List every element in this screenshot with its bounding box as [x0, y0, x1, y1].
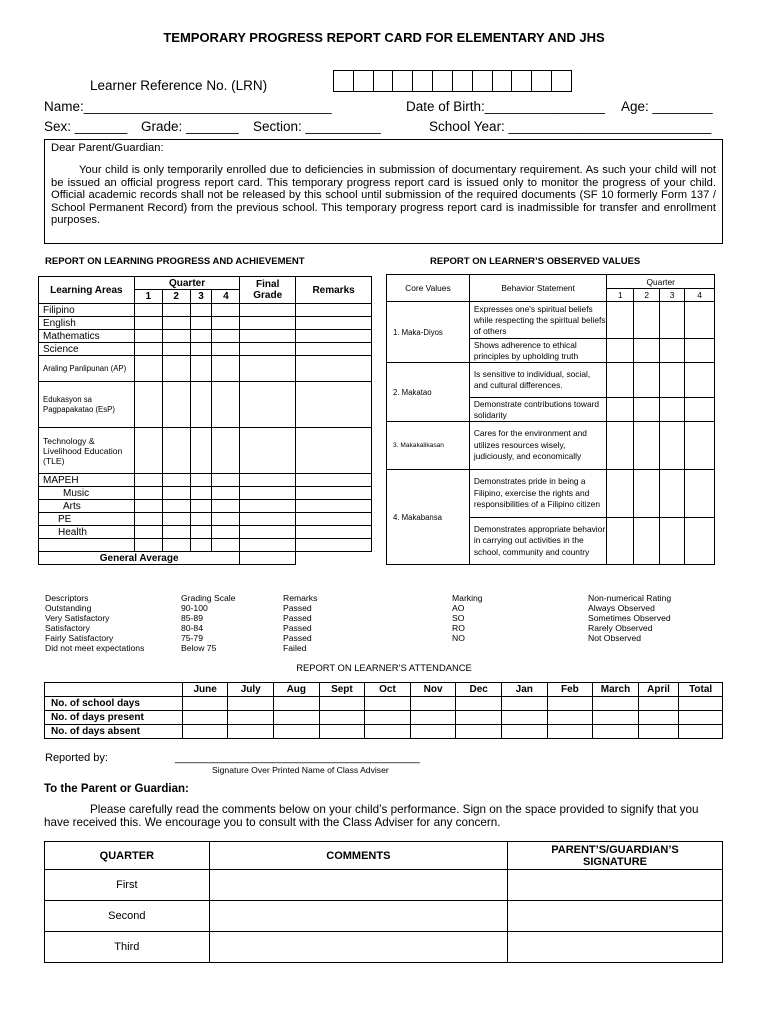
learning-progress-heading: REPORT ON LEARNING PROGRESS AND ACHIEVEMENT — [45, 256, 305, 267]
legend-grading-scale: Grading Scale 90-100 85-89 80-84 75-79 Below 75 — [181, 593, 236, 653]
subject-english: English — [39, 317, 135, 330]
dob-field[interactable]: Date of Birth:________________ — [406, 99, 605, 114]
subject-esp: Edukasyon sa Pagpapakatao (EsP) — [39, 382, 135, 428]
col-q2: 2 — [162, 290, 190, 304]
month-header: July — [228, 683, 274, 697]
page-title: TEMPORARY PROGRESS REPORT CARD FOR ELEMENTARY AND JHS — [163, 30, 605, 45]
signature-cell[interactable] — [508, 932, 723, 963]
adviser-signature-line[interactable]: ________________________________________ — [175, 752, 420, 764]
legend-remarks: Remarks Passed Passed Passed Passed Failed — [283, 593, 318, 653]
comment-cell[interactable] — [209, 932, 507, 963]
behavior-statement: Is sensitive to individual, social, and cultural differences. — [469, 363, 607, 398]
subject-science: Science — [39, 343, 135, 356]
col-learning-areas: Learning Areas — [39, 277, 135, 304]
behavior-statement: Demonstrates appropriate behavior in carrying out activities in the school, community and country — [469, 518, 607, 565]
subject-mathematics: Mathematics — [39, 330, 135, 343]
col-quarter: Quarter — [134, 277, 240, 290]
school-year-field[interactable]: School Year: ___________________________ — [429, 119, 712, 134]
reported-by-label: Reported by: — [45, 752, 108, 764]
behavior-statement: Demonstrates pride in being a Filipino, exercise the rights and responsibilities of a Filipino citizen — [469, 470, 607, 518]
col-comments-quarter: QUARTER — [45, 842, 210, 870]
attendance-row-label: No. of school days — [45, 697, 183, 711]
col-comments: COMMENTS — [209, 842, 507, 870]
col-final-grade: Final Grade — [240, 277, 296, 304]
notice-salutation: Dear Parent/Guardian: — [51, 142, 164, 154]
core-makakalikasan: 3. Makakalikasan — [387, 422, 470, 470]
col-q3: 3 — [190, 290, 212, 304]
sex-field[interactable]: Sex: _______ — [44, 119, 128, 134]
subject-ap: Araling Panlipunan (AP) — [39, 356, 135, 382]
signature-cell[interactable] — [508, 870, 723, 901]
month-header: June — [182, 683, 228, 697]
subject-arts: Arts — [39, 500, 135, 513]
subject-tle: Technology & Livelihood Education (TLE) — [39, 428, 135, 474]
subject-filipino: Filipino — [39, 304, 135, 317]
col-values-q4: 4 — [685, 289, 715, 302]
subject-mapeh: MAPEH — [39, 474, 135, 487]
attendance-table — [44, 682, 723, 739]
comment-cell[interactable] — [209, 870, 507, 901]
name-field[interactable]: Name:_________________________________ — [44, 99, 332, 114]
comment-quarter-label: Third — [45, 932, 210, 963]
behavior-statement: Shows adherence to ethical principles by upholding truth — [469, 339, 607, 363]
legend-non-numerical-rating: Non-numerical Rating Always Observed Sometimes Observed Rarely Observed Not Observed — [588, 593, 672, 643]
notice-body: Your child is only temporarily enrolled due to deficiencies in submission of documentary requirement. As such your child will not be issued an official progress report card. This temporary progress report card is issued only to monitor the progress of your child. Official academic records shall not be released by this school until submission of the required documents (SF 10 formerly Form 137 / School Permanent Record) from the previous school. This temporary progress report card is inadmissible for transfer and enrollment purposes. — [51, 164, 716, 226]
month-header: Oct — [365, 683, 411, 697]
attendance-corner-cell — [45, 683, 183, 697]
core-makabansa: 4. Makabansa — [387, 470, 470, 565]
attendance-row-label: No. of days absent — [45, 725, 183, 739]
col-values-q2: 2 — [634, 289, 660, 302]
subject-pe: PE — [39, 513, 135, 526]
comment-quarter-label: Second — [45, 901, 210, 932]
core-maka-diyos: 1. Maka-Diyos — [387, 302, 470, 363]
parent-message: Please carefully read the comments below on your child’s performance. Sign on the space provided to signify that you have received this. We encourage you to consult with the Class Adviser for any concern. — [44, 803, 699, 829]
subject-health: Health — [39, 526, 135, 539]
observed-values-heading: REPORT ON LEARNER’S OBSERVED VALUES — [430, 256, 641, 267]
signature-cell[interactable] — [508, 901, 723, 932]
month-header: April — [638, 683, 679, 697]
month-header: Feb — [547, 683, 593, 697]
col-values-q1: 1 — [607, 289, 634, 302]
col-values-quarter: Quarter — [607, 275, 715, 289]
month-header: Aug — [274, 683, 320, 697]
behavior-statement: Demonstrate contributions toward solidarity — [469, 398, 607, 422]
col-core-values: Core Values — [387, 275, 470, 302]
month-header: Jan — [501, 683, 547, 697]
grade-field[interactable]: Grade: _______ — [141, 119, 239, 134]
attendance-row-label: No. of days present — [45, 711, 183, 725]
col-behavior-statement: Behavior Statement — [469, 275, 607, 302]
col-values-q3: 3 — [660, 289, 685, 302]
adviser-signature-caption: Signature Over Printed Name of Class Adviser — [212, 765, 389, 775]
month-header: March — [593, 683, 639, 697]
attendance-heading: REPORT ON LEARNER’S ATTENDANCE — [296, 662, 472, 673]
observed-values-table — [386, 274, 715, 565]
general-average-label: General Average — [39, 552, 240, 565]
age-field[interactable]: Age: ________ — [621, 99, 713, 114]
lrn-input-boxes[interactable] — [333, 70, 572, 92]
parent-comments-table — [44, 841, 723, 963]
behavior-statement: Cares for the environment and utilizes resources wisely, judiciously, and economically — [469, 422, 607, 470]
month-header: Total — [679, 683, 723, 697]
comment-quarter-label: First — [45, 870, 210, 901]
month-header: Nov — [410, 683, 456, 697]
comment-cell[interactable] — [209, 901, 507, 932]
to-parent-heading: To the Parent or Guardian: — [44, 783, 189, 795]
col-q1: 1 — [134, 290, 162, 304]
month-header: Dec — [456, 683, 502, 697]
lrn-label: Learner Reference No. (LRN) — [90, 78, 268, 93]
col-q4: 4 — [212, 290, 240, 304]
month-header: Sept — [319, 683, 365, 697]
core-makatao: 2. Makatao — [387, 363, 470, 422]
learning-areas-table — [38, 276, 372, 565]
col-remarks: Remarks — [296, 277, 372, 304]
behavior-statement: Expresses one's spiritual beliefs while respecting the spiritual beliefs of others — [469, 302, 607, 339]
legend-descriptors: Descriptors Outstanding Very Satisfactory Satisfactory Fairly Satisfactory Did not meet expectations — [45, 593, 145, 653]
col-parent-signature: PARENT’S/GUARDIAN’S SIGNATURE — [508, 842, 723, 870]
parent-notice-box — [44, 139, 723, 244]
legend-marking: Marking AO SO RO NO — [452, 593, 483, 643]
subject-music: Music — [39, 487, 135, 500]
section-field[interactable]: Section: __________ — [253, 119, 381, 134]
